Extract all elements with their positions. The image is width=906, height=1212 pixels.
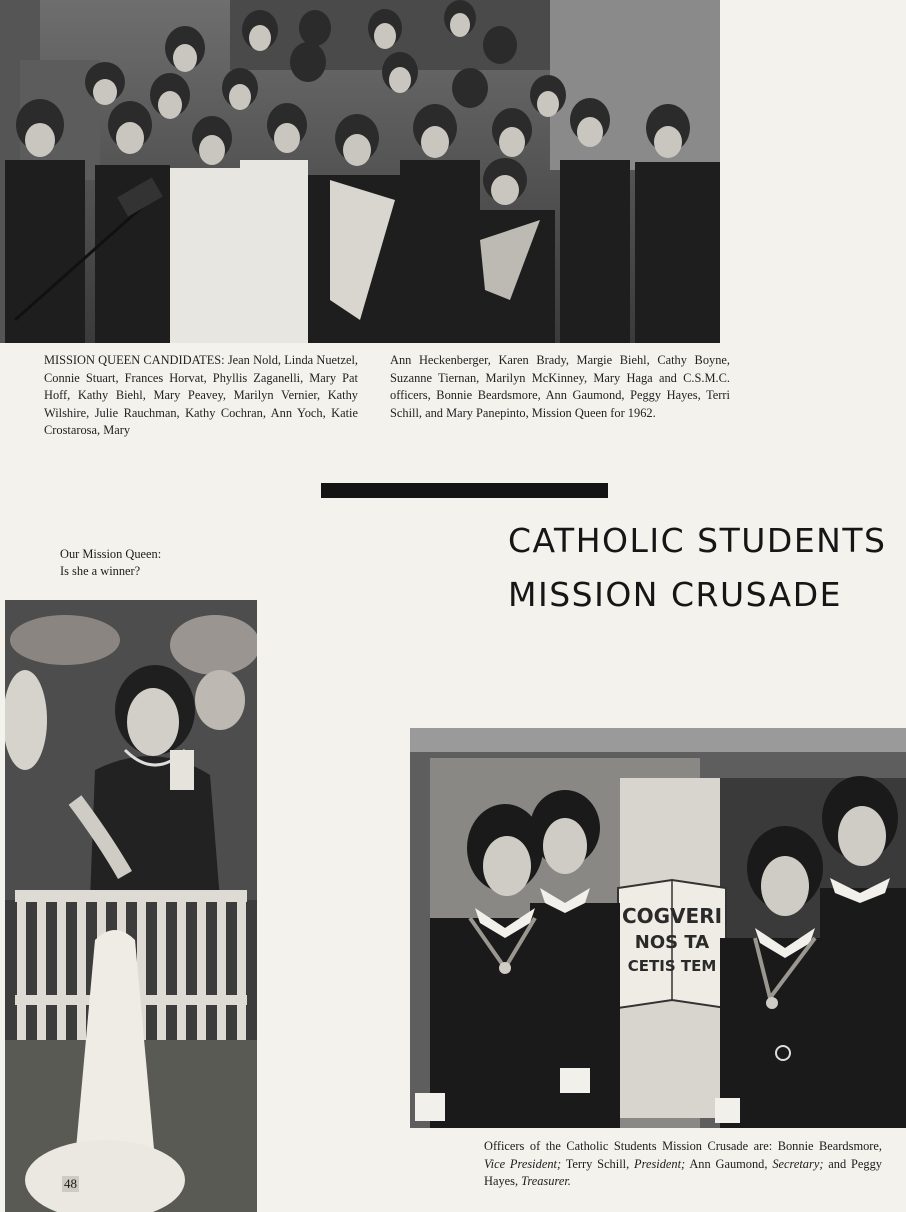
officers-caption-role-president: President; [634, 1156, 686, 1171]
candidates-caption-text-continued: Ann Heckenberger, Karen Brady, Margie Biehl, Cathy Boyne, Suzanne Tiernan, Marilyn McKinney, Mary Haga and C.S.M.C. officers, Bonnie Beardsmore, Ann Gaumond, Peggy Hayes, Terri Schill, and Mary Panepinto, Mission Queen for 1962. [390, 353, 730, 420]
queen-caption-line-1: Our Mission Queen: [60, 547, 162, 561]
officers-photo [410, 728, 906, 1128]
banner-text-line-1: COGVERI [621, 904, 723, 928]
candidates-caption-column-2 [390, 352, 730, 422]
page-title-line-1: CATHOLIC STUDENTS [508, 521, 887, 560]
mission-queen-photo [5, 600, 257, 1212]
banner-text-line-3: CETIS TEM [627, 957, 717, 975]
queen-caption [60, 546, 161, 580]
officers-caption-role-treasurer: Treasurer. [521, 1174, 571, 1188]
banner-book [618, 880, 726, 1008]
officers-caption-text-3: Ann Gaumond, [685, 1156, 773, 1171]
officers-caption [484, 1138, 882, 1191]
banner-text-line-2: NOS TA [634, 932, 710, 953]
decorative-bar [321, 483, 608, 498]
group-photo-mission-queen-candidates [0, 0, 720, 343]
officers-caption-text-2: Terry Schill, [561, 1156, 635, 1171]
page-number: 48 [64, 1176, 77, 1191]
officers-caption-text-1: Officers of the Catholic Students Mission Crusade are: Bonnie Beardsmore, [484, 1139, 882, 1153]
queen-caption-line-2: Is she a winner? [60, 564, 141, 578]
officers-caption-role-vp: Vice President; [484, 1156, 562, 1171]
officers-caption-text-4: and Peggy Hayes, [484, 1156, 883, 1188]
page-title [508, 514, 886, 622]
candidates-caption-text: MISSION QUEEN CANDIDATES: Jean Nold, Linda Nuetzel, Connie Stuart, Frances Horvat, Phyllis Zaganelli, Mary Pat Hoff, Kathy Biehl, Mary Peavey, Marilyn Vernier, Kathy Wilshire, Julie Rauchman, Kathy Cochran, Ann Yoch, Katie Crostarosa, Mary [44, 353, 358, 437]
candidates-caption-column-1 [44, 352, 358, 440]
page-title-line-2: MISSION CRUSADE [508, 575, 843, 614]
officers-caption-role-secretary: Secretary; [772, 1156, 824, 1171]
